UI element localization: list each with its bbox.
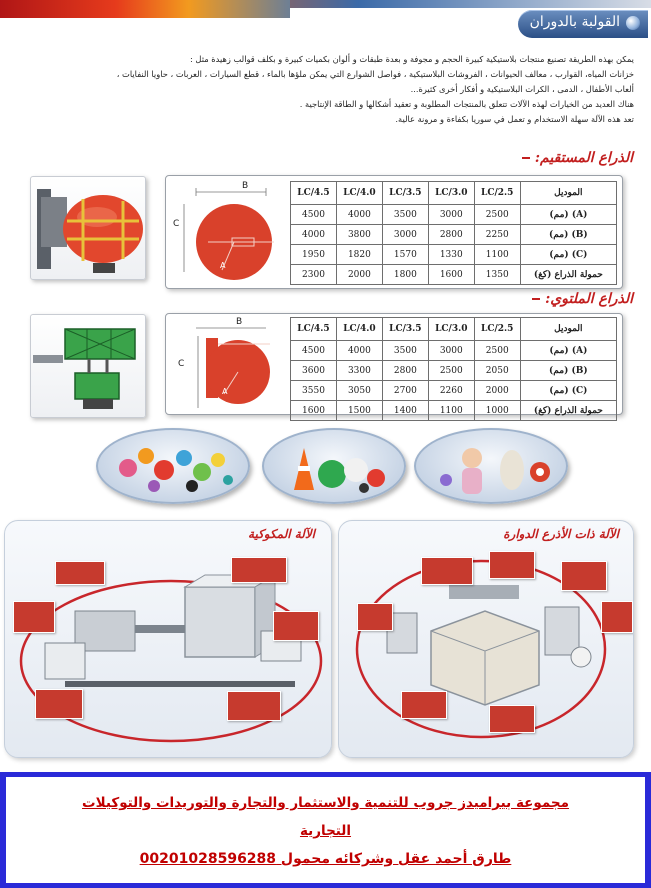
table-row bbox=[291, 401, 617, 421]
intro-line: هناك العديد من الخيارات لهذه الآلات تتعلق بالمنتجات المطلوبة و تعقيد أشكالها و الطاقة الإنتاجية . bbox=[299, 99, 634, 109]
table-cell: 1500 bbox=[336, 401, 382, 421]
footer-company-line-2: التجارية bbox=[299, 823, 352, 839]
row-label: (B) (مم) bbox=[520, 361, 616, 381]
table-cell: 1330 bbox=[428, 245, 474, 265]
row-label: (C) (مم) bbox=[520, 381, 616, 401]
table-row bbox=[291, 341, 617, 361]
table-row bbox=[291, 225, 617, 245]
balls-illustration bbox=[264, 430, 404, 502]
diagram-label-b: B bbox=[236, 317, 243, 327]
table-cell: 2500 bbox=[428, 361, 474, 381]
table-cell: 1600 bbox=[291, 401, 337, 421]
table-cell: 1820 bbox=[336, 245, 382, 265]
diagram-label-c: C bbox=[178, 359, 185, 369]
tab-bullet-icon bbox=[626, 16, 640, 30]
callout-note bbox=[357, 603, 393, 631]
table-cell: 3800 bbox=[336, 225, 382, 245]
column-header: الموديل bbox=[520, 182, 616, 205]
callout-note bbox=[421, 557, 473, 585]
callout-note bbox=[231, 557, 287, 583]
table-cell: 2300 bbox=[291, 265, 337, 285]
bent-arm-machine-photo bbox=[30, 314, 146, 418]
bent-arm-diagram bbox=[166, 314, 290, 412]
table-cell: 1950 bbox=[291, 245, 337, 265]
intro-line: ألعاب الأطفال ، الدمى ، الكرات البلاستيكية و أفكار أخرى كثيرة... bbox=[410, 84, 634, 94]
table-cell: 4500 bbox=[291, 205, 337, 225]
table-cell: 2500 bbox=[474, 205, 520, 225]
dolls-oval bbox=[414, 428, 568, 504]
column-header: الموديل bbox=[520, 318, 616, 341]
bent-arm-heading bbox=[530, 291, 633, 307]
straight-arm-spec-table bbox=[290, 181, 617, 285]
intro-line: خزانات المياه، القوارب ، معالف الحيوانات ، الفروشات البلاستيكية ، فواصل الشوارع التي يمكن ملؤها بالماء ، قطع السيارات ، العربات ، حاويا النفايات ، bbox=[116, 69, 634, 79]
table-cell: 1570 bbox=[382, 245, 428, 265]
intro-line: يمكن بهذه الطريقة تصنيع منتجات بلاستيكية كبيرة الحجم و مجوفة و بعدة طبقات و ألوان بكميات كبيرة و بكلف قوالب زهيدة مثل : bbox=[190, 54, 634, 64]
table-cell: 1000 bbox=[474, 401, 520, 421]
straight-arm-machine-photo bbox=[30, 176, 146, 280]
table-cell: 3600 bbox=[291, 361, 337, 381]
table-header-row bbox=[291, 318, 617, 341]
carousel-machine-title: الآلة ذات الأذرع الدوارة bbox=[503, 527, 619, 541]
column-header: LC/4.0 bbox=[336, 318, 382, 341]
table-cell: 3000 bbox=[428, 341, 474, 361]
column-header: LC/2.5 bbox=[474, 182, 520, 205]
table-row bbox=[291, 205, 617, 225]
table-cell: 2050 bbox=[474, 361, 520, 381]
diagram-label-b: B bbox=[242, 181, 249, 191]
table-cell: 1100 bbox=[428, 401, 474, 421]
callout-note bbox=[401, 691, 447, 719]
bent-arm-heading-text: الذراع الملتوي: bbox=[545, 291, 633, 307]
table-cell: 4500 bbox=[291, 341, 337, 361]
callout-note bbox=[489, 705, 535, 733]
callout-note bbox=[489, 551, 535, 579]
table-cell: 1800 bbox=[382, 265, 428, 285]
intro-text bbox=[14, 52, 634, 127]
table-row bbox=[291, 265, 617, 285]
toys-products-oval bbox=[96, 428, 250, 504]
callout-note bbox=[55, 561, 105, 585]
row-label: (C) (مم) bbox=[520, 245, 616, 265]
table-cell: 4000 bbox=[336, 205, 382, 225]
diagram-label-a: A bbox=[222, 387, 228, 396]
table-row bbox=[291, 245, 617, 265]
table-cell: 3000 bbox=[382, 225, 428, 245]
column-header: LC/3.5 bbox=[382, 182, 428, 205]
top-banner-photo bbox=[0, 0, 290, 18]
carousel-machine-illustration bbox=[339, 521, 633, 757]
row-label: (A) (مم) bbox=[520, 205, 616, 225]
callout-note bbox=[35, 689, 83, 719]
table-cell: 3500 bbox=[382, 205, 428, 225]
table-cell: 2700 bbox=[382, 381, 428, 401]
table-cell: 3000 bbox=[428, 205, 474, 225]
table-cell: 2500 bbox=[474, 341, 520, 361]
table-cell: 3050 bbox=[336, 381, 382, 401]
table-cell: 2260 bbox=[428, 381, 474, 401]
callout-note bbox=[227, 691, 281, 721]
shuttle-machine-panel bbox=[4, 520, 332, 758]
shuttle-machine-title: الآلة المكوكية bbox=[248, 527, 315, 541]
table-cell: 4000 bbox=[291, 225, 337, 245]
footer-company-line: مجموعة بيراميدز جروب للتنمية والاستثمار والتجارة والتوريدات والتوكيلات bbox=[82, 795, 569, 811]
dolls-illustration bbox=[416, 430, 566, 502]
callout-note bbox=[601, 601, 633, 633]
table-cell: 1350 bbox=[474, 265, 520, 285]
bent-arm-mold-illustration bbox=[31, 315, 145, 417]
column-header: LC/3.5 bbox=[382, 318, 428, 341]
row-label: حمولة الذراع (كغ) bbox=[520, 401, 616, 421]
footer-contact-box bbox=[6, 777, 645, 883]
section-title: القولبة بالدوران bbox=[529, 14, 620, 30]
section-title-tab bbox=[518, 10, 648, 38]
toys-illustration bbox=[98, 430, 248, 502]
column-header: LC/4.5 bbox=[291, 182, 337, 205]
straight-arm-diagram bbox=[166, 176, 290, 286]
table-cell: 1400 bbox=[382, 401, 428, 421]
column-header: LC/3.0 bbox=[428, 318, 474, 341]
row-label: (A) (مم) bbox=[520, 341, 616, 361]
straight-arm-heading bbox=[520, 150, 633, 166]
table-cell: 3550 bbox=[291, 381, 337, 401]
column-header: LC/4.0 bbox=[336, 182, 382, 205]
diagram-label-a: A bbox=[220, 261, 226, 270]
table-row bbox=[291, 361, 617, 381]
table-cell: 2800 bbox=[428, 225, 474, 245]
bent-arm-spec-table bbox=[290, 317, 617, 421]
callout-note bbox=[13, 601, 55, 633]
table-cell: 1600 bbox=[428, 265, 474, 285]
table-header-row bbox=[291, 182, 617, 205]
row-label: حمولة الذراع (كغ) bbox=[520, 265, 616, 285]
table-cell: 1100 bbox=[474, 245, 520, 265]
table-cell: 2000 bbox=[336, 265, 382, 285]
table-cell: 2000 bbox=[474, 381, 520, 401]
balls-cones-oval bbox=[262, 428, 406, 504]
row-label: (B) (مم) bbox=[520, 225, 616, 245]
table-cell: 3500 bbox=[382, 341, 428, 361]
table-cell: 3300 bbox=[336, 361, 382, 381]
straight-arm-heading-text: الذراع المستقيم: bbox=[534, 150, 633, 166]
table-row bbox=[291, 381, 617, 401]
column-header: LC/2.5 bbox=[474, 318, 520, 341]
footer-frame bbox=[0, 772, 651, 888]
table-cell: 4000 bbox=[336, 341, 382, 361]
tank-mold-illustration bbox=[31, 177, 145, 279]
column-header: LC/3.0 bbox=[428, 182, 474, 205]
callout-note bbox=[561, 561, 607, 591]
intro-line: تعد هذه الآلة سهلة الاستخدام و تعمل في سوريا بكفاءة و مرونة عالية. bbox=[395, 114, 634, 124]
footer-contact-line: طارق أحمد عقل وشركائه محمول 00201028596288 bbox=[139, 851, 512, 867]
table-cell: 2800 bbox=[382, 361, 428, 381]
carousel-machine-panel bbox=[338, 520, 634, 758]
column-header: LC/4.5 bbox=[291, 318, 337, 341]
diagram-label-c: C bbox=[173, 219, 180, 229]
table-cell: 2250 bbox=[474, 225, 520, 245]
bent-arm-spec-box bbox=[165, 313, 623, 415]
straight-arm-spec-box bbox=[165, 175, 623, 289]
callout-note bbox=[273, 611, 319, 641]
